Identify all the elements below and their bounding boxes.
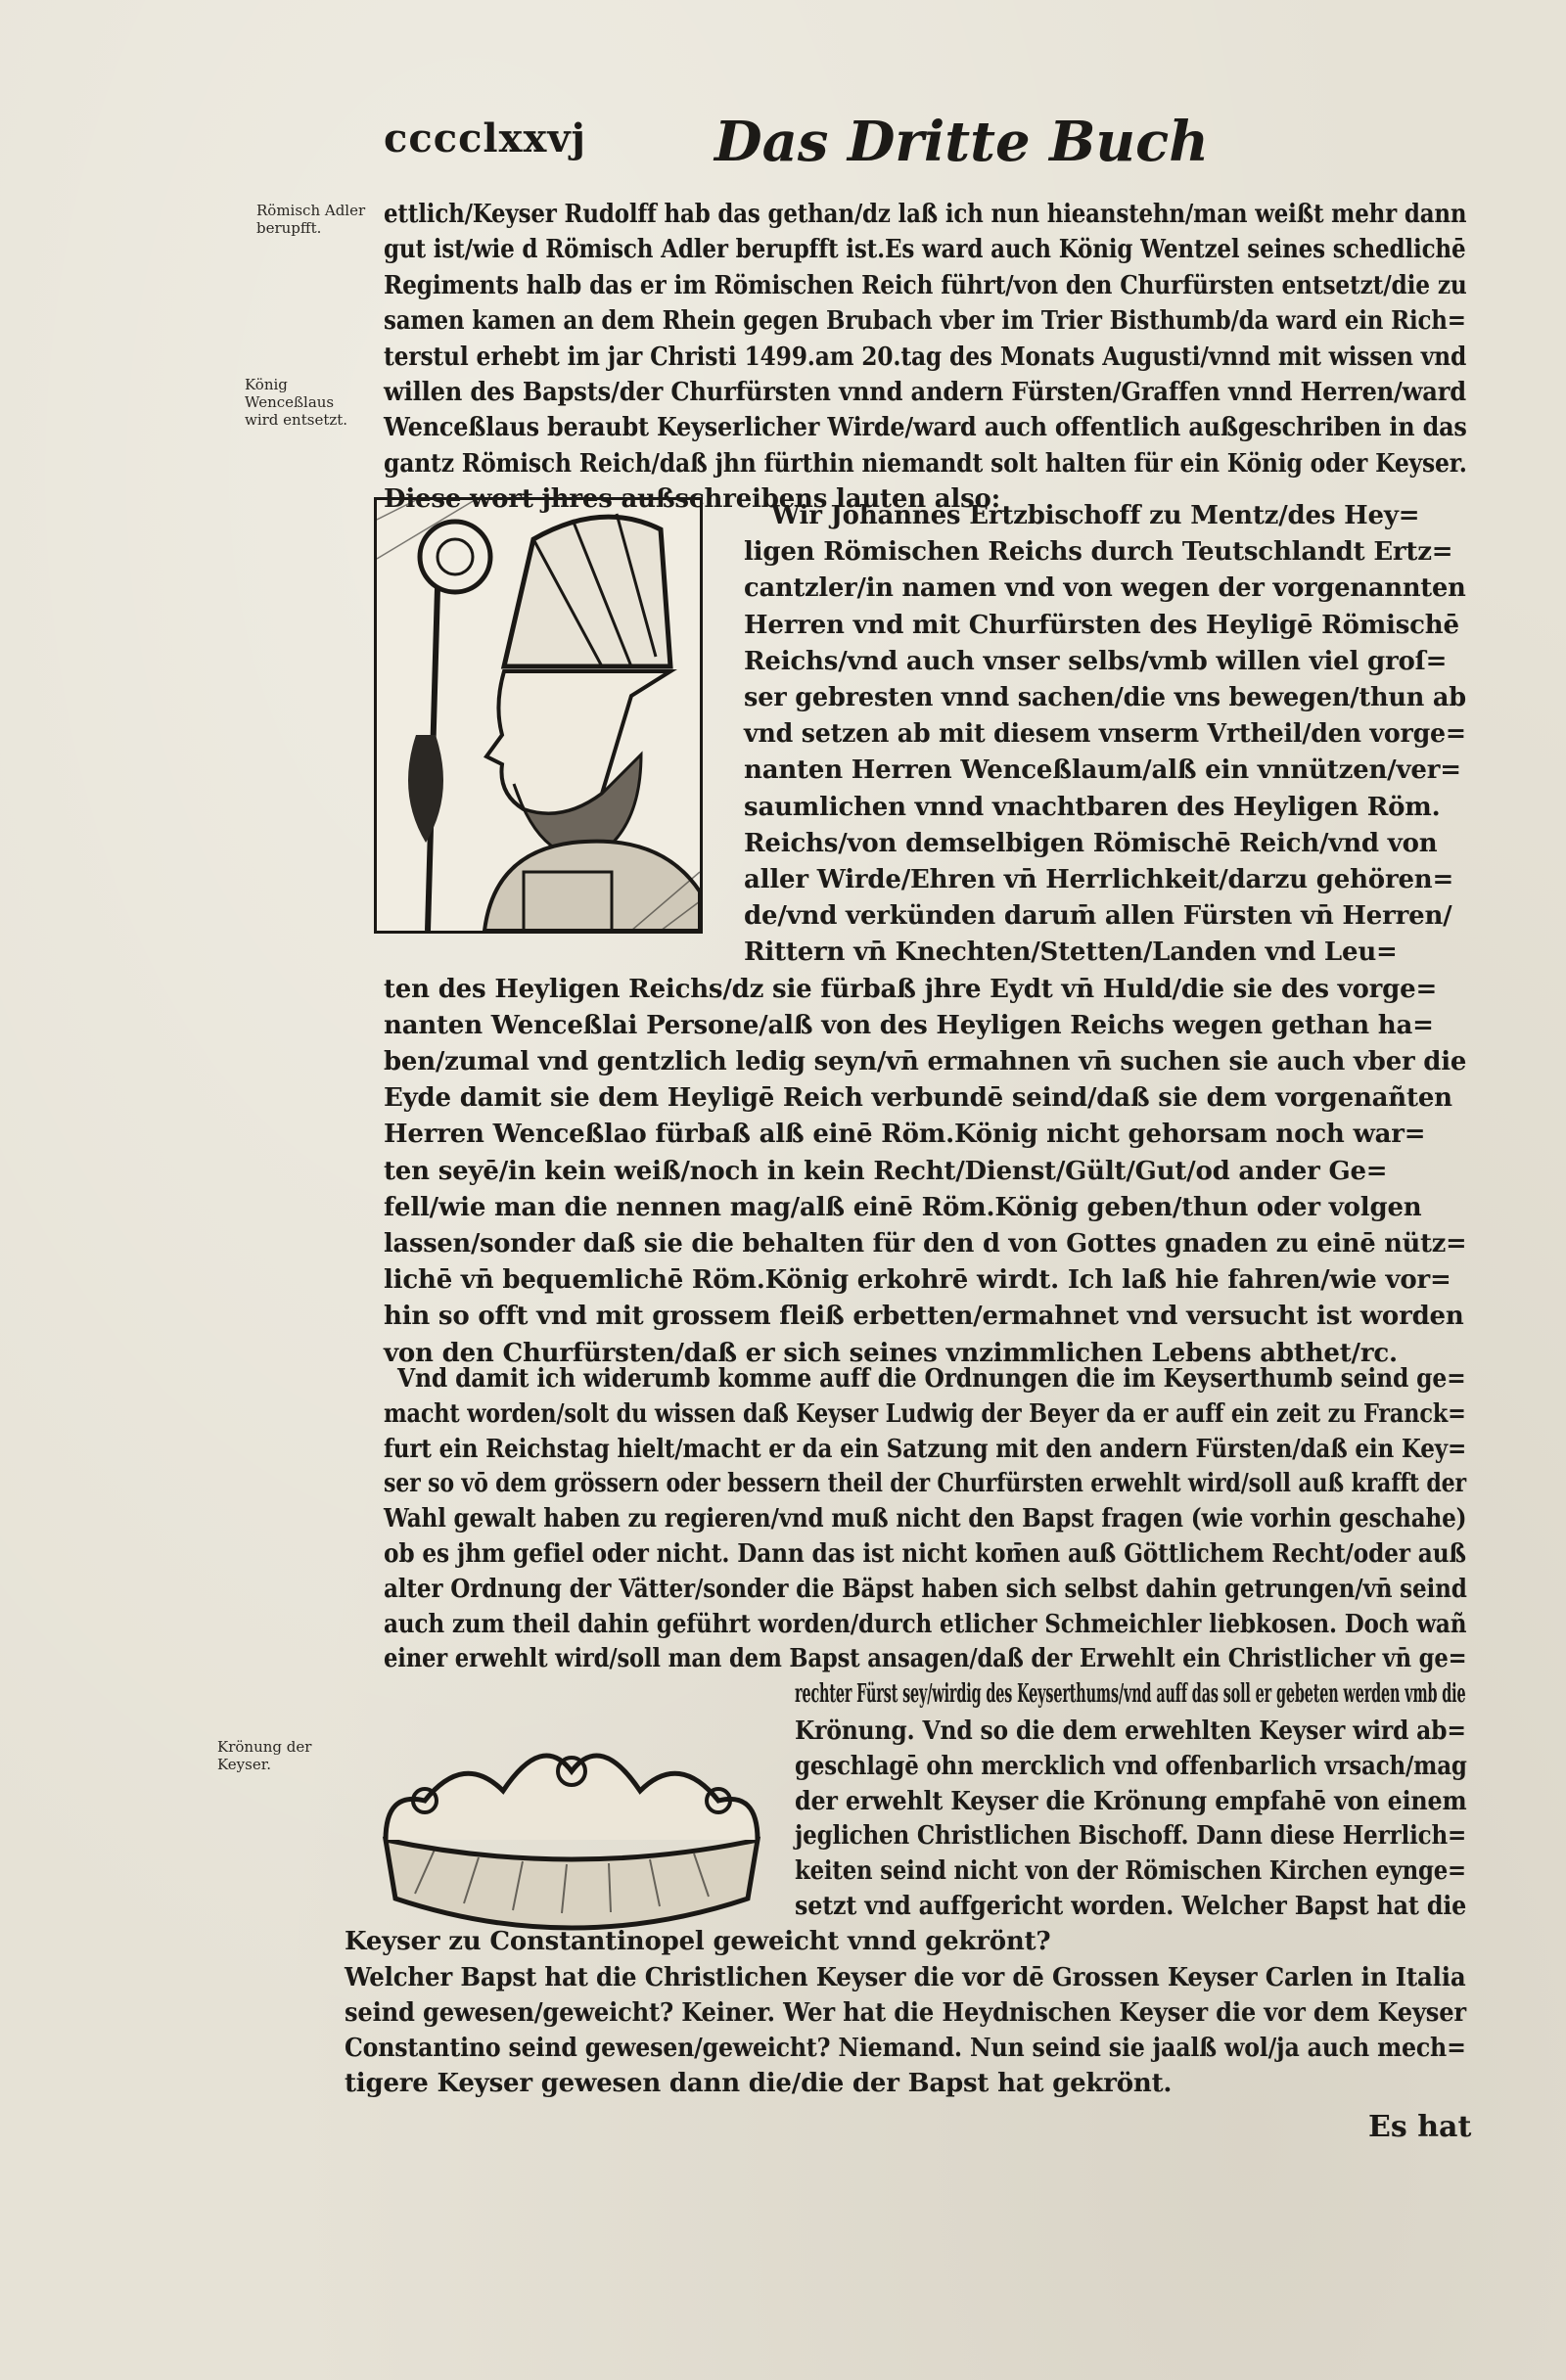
text-line: Eyde damit sie dem Heyligē Reich verbundē seind/daß sie dem vorgenañten	[384, 1083, 1452, 1114]
text-line: nanten Herren Wenceßlaum/alß ein vnnützen/ver=	[744, 755, 1461, 786]
text-line: macht worden/solt du wissen daß Keyser Ludwig der Beyer da er auff ein zeit zu Franck=	[384, 1398, 1466, 1429]
text-line: Reichs/von demselbigen Römischē Reich/vnd von	[744, 828, 1438, 858]
text-line: Constantino seind gewesen/geweicht? Niemand. Nun seind sie jaalß wol/ja auch mech=	[345, 2034, 1466, 2063]
text-line: Herren vnd mit Churfürsten des Heyligē Römischē	[744, 610, 1459, 640]
running-head: Das Dritte Buch	[714, 110, 1209, 174]
text-line: der erwehlt Keyser die Krönung empfahē von einem	[795, 1786, 1467, 1816]
text-line: ten seyē/in kein weiß/noch in kein Recht/Dienst/Gült/Gut/od ander Ge=	[384, 1156, 1388, 1186]
text-line: ligen Römischen Reichs durch Teutschlandt Ertz=	[744, 537, 1453, 568]
text-line: Wahl gewalt haben zu regieren/vnd muß nicht den Bapst fragen (wie vorhin geschahe)	[384, 1504, 1467, 1534]
text-line: saumlichen vnnd vnachtbaren des Heyligen Röm.	[744, 792, 1441, 822]
text-line: willen des Bapsts/der Churfürsten vnnd andern Fürsten/Graffen vnnd Herren/ward	[384, 378, 1466, 407]
crown-woodcut	[356, 1732, 787, 1938]
text-line: setzt vnd auffgericht worden. Welcher Bapst hat die	[795, 1892, 1467, 1921]
text-line: vnd setzen ab mit diesem vnserm Vrtheil/den vorge=	[744, 719, 1466, 750]
text-line: alter Ordnung der Vätter/sonder die Bäpst haben sich selbst dahin getrungen/vn̄ seind	[384, 1574, 1467, 1604]
text-line: cantzler/in namen vnd von wegen der vorgenannten	[744, 573, 1466, 604]
text-line: ben/zumal vnd gentzlich ledig seyn/vn̄ ermahnen vn̄ suchen sie auch vber die	[384, 1047, 1467, 1076]
text-line: lassen/sonder daß sie die behalten für den d von Gottes gnaden zu einē nütz=	[384, 1229, 1467, 1259]
text-line: gantz Römisch Reich/daß jhn fürthin niemandt solt halten für ein König oder Keyser.	[384, 448, 1467, 479]
text-line: samen kamen an dem Rhein gegen Brubach vber im Trier Bisthumb/da ward ein Rich=	[384, 306, 1466, 337]
marginal-note: Krönung der Keyser.	[217, 1738, 312, 1773]
text-line: ser so vō dem grössern oder bessern theil der Churfürsten erwehlt wird/soll auß krafft der	[384, 1469, 1466, 1499]
text-line: Wir Johannes Ertzbischoff zu Mentz/des Hey=	[771, 501, 1420, 530]
text-line: von den Churfürsten/daß er sich seines vnzimmlichen Lebens abthet/rc.	[384, 1338, 1398, 1368]
text-line: Regiments halb das er im Römischen Reich führt/von den Churfürsten entsetzt/die zu	[384, 270, 1467, 300]
text-line: ob es jhm gefiel oder nicht. Dann das ist nicht kom̄en auß Göttlichem Recht/oder auß	[384, 1539, 1466, 1569]
crown-illustration	[356, 1732, 787, 1938]
marginal-note: Römisch Adler berupfft.	[256, 202, 366, 237]
text-line: Wenceßlaus beraubt Keyserlicher Wirde/ward auch offentlich außgeschriben in das	[384, 413, 1467, 443]
text-line: ser gebresten vnnd sachen/die vns bewegen/thun ab	[744, 683, 1466, 712]
text-line: seind gewesen/geweicht? Keiner. Wer hat die Heydnischen Keyser die vor dem Keyser	[345, 1998, 1466, 2028]
text-line: de/vnd verkünden darum̄ allen Fürsten vn̄ Herren/	[744, 901, 1452, 932]
text-line: auch zum theil dahin geführt worden/durch etlicher Schmeichler liebkosen. Doch wañ	[384, 1609, 1467, 1639]
text-line: tigere Keyser gewesen dann die/die der Bapst hat gekrönt.	[345, 2069, 1173, 2098]
text-line: lichē vn̄ bequemlichē Röm.König erkohrē wirdt. Ich laß hie fahren/wie vor=	[384, 1265, 1451, 1296]
marginal-note: König Wenceßlaus wird entsetzt.	[245, 376, 348, 429]
text-line: Krönung. Vnd so die dem erwehlten Keyser wird ab=	[795, 1716, 1466, 1746]
text-line: ettlich/Keyser Rudolff hab das gethan/dz laß ich nun hieanstehn/man weißt mehr dann	[384, 200, 1467, 229]
text-line: einer erwehlt wird/soll man dem Bapst ansagen/daß der Erwehlt ein Christlicher vn̄ ge=	[384, 1644, 1467, 1674]
text-line: Keyser zu Constantinopel geweicht vnnd gekrönt?	[345, 1926, 1051, 1956]
text-line: geschlagē ohn mercklich vnd offenbarlich vrsach/mag	[795, 1751, 1467, 1781]
bishop-woodcut	[374, 497, 703, 934]
bishop-illustration	[377, 500, 700, 931]
text-line: hin so offt vnd mit grossem fleiß erbetten/ermahnet vnd versucht ist worden	[384, 1302, 1464, 1332]
text-line: Herren Wenceßlao fürbaß alß einē Röm.König nicht gehorsam noch war=	[384, 1120, 1426, 1150]
text-line: fell/wie man die nennen mag/alß einē Röm.König geben/thun oder volgen	[384, 1192, 1422, 1222]
text-line: keiten seind nicht von der Römischen Kirchen eynge=	[795, 1856, 1466, 1887]
text-line: gut ist/wie d Römisch Adler berupfft ist.Es ward auch König Wentzel seines schedlichē	[384, 235, 1466, 265]
text-line: ten des Heyligen Reichs/dz sie fürbaß jhre Eydt vn̄ Huld/die sie des vorge=	[384, 974, 1438, 1004]
catchword: Es hat	[1368, 2110, 1472, 2144]
text-line: Reichs/vnd auch vnser selbs/vmb willen viel groſ=	[744, 646, 1448, 676]
text-line: Vnd damit ich widerumb komme auff die Ordnungen die im Keyserthumb seind ge=	[397, 1364, 1466, 1394]
text-line: nanten Wenceßlai Persone/alß von des Heyligen Reichs wegen gethan ha=	[384, 1010, 1434, 1040]
text-line: jeglichen Christlichen Bischoff. Dann diese Herrlich=	[795, 1821, 1467, 1852]
text-line: Diese wort jhres außschreibens lauten also:	[384, 484, 1001, 515]
text-line: Welcher Bapst hat die Christlichen Keyser die vor dē Grossen Keyser Carlen in Italia	[345, 1963, 1466, 1992]
text-line: Rittern vn̄ Knechten/Stetten/Landen vnd Leu=	[744, 938, 1398, 968]
text-line: furt ein Reichstag hielt/macht er da ein Satzung mit den andern Fürsten/daß ein Key=	[384, 1434, 1467, 1464]
text-line: terstul erhebt im jar Christi 1499.am 20.tag des Monats Augusti/vnnd mit wissen vnd	[384, 342, 1467, 372]
text-line: aller Wirde/Ehren vn̄ Herrlichkeit/darzu gehören=	[744, 865, 1454, 894]
folio-number: cccclxxvj	[384, 115, 587, 161]
text-line: rechter Fürst sey/wirdig des Keyserthums/vnd auff das soll er gebeten werden vmb die	[795, 1679, 1466, 1710]
